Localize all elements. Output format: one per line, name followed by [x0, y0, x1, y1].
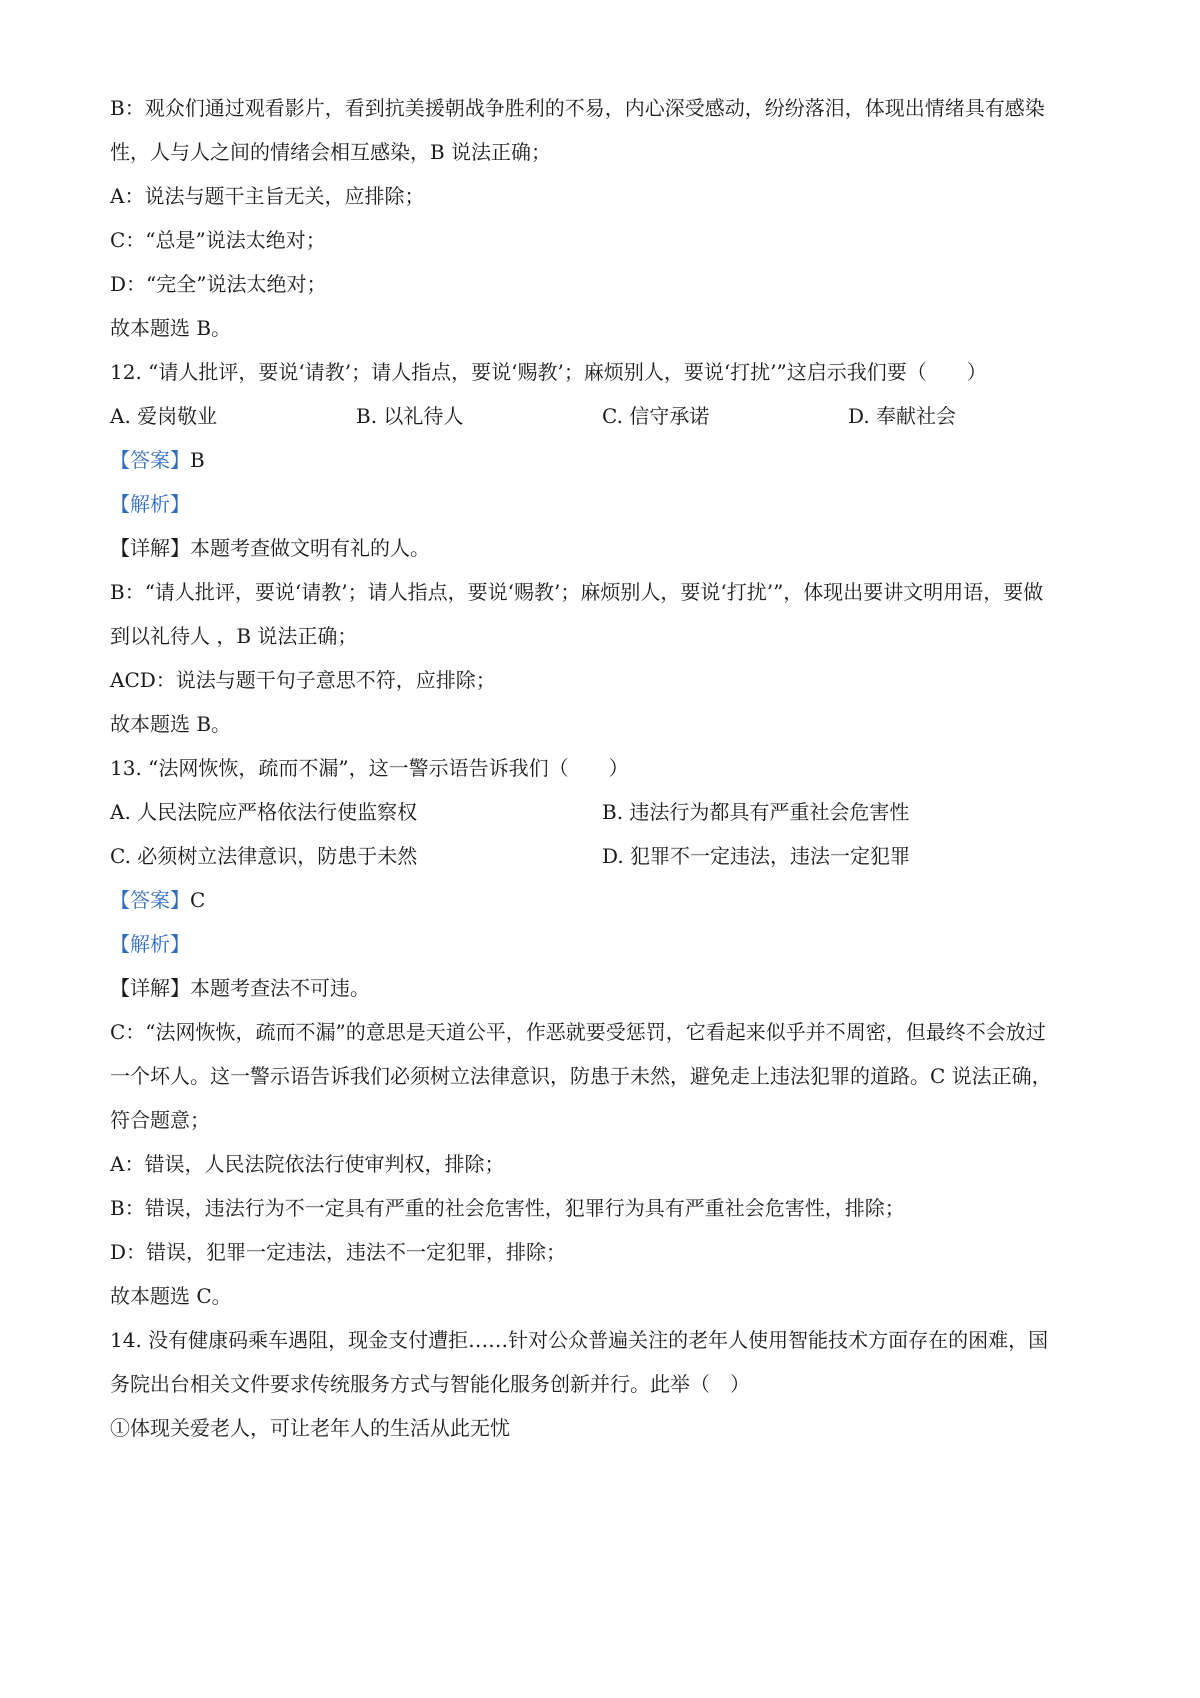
answer-value: C: [190, 888, 206, 912]
q11-analysis-b-line2: 性，人与人之间的情绪会相互感染，B 说法正确；: [110, 140, 552, 164]
q13-stem: 13. “法网恢恢，疏而不漏”，这一警示语告诉我们（ ）: [110, 756, 629, 780]
q12-analysis-b-line2: 到以礼待人 ，B 说法正确；: [110, 624, 358, 648]
q11-conclusion: 故本题选 B。: [110, 316, 232, 340]
q12-option-a: A. 爱岗敬业: [110, 404, 218, 428]
answer-value: B: [190, 448, 205, 472]
q13-option-d: D. 犯罪不一定违法，违法一定犯罪: [602, 844, 911, 868]
q13-analysis-c-line2: 一个坏人。这一警示语告诉我们必须树立法律意识，防患于未然，避免走上违法犯罪的道路。C 说法正确，: [110, 1064, 1052, 1088]
answer-tag: 【答案】: [110, 888, 190, 912]
q11-analysis-c: C：“总是”说法太绝对；: [110, 228, 326, 252]
q13-analysis-tag: 【解析】: [110, 932, 190, 956]
q13-analysis-c-line1: C：“法网恢恢，疏而不漏”的意思是天道公平，作恶就要受惩罚，它看起来似乎并不周密，但最终不会放过: [110, 1020, 1046, 1044]
q12-option-d: D. 奉献社会: [848, 404, 957, 428]
q12-analysis-tag: 【解析】: [110, 492, 190, 516]
q13-analysis-c-line3: 符合题意；: [110, 1108, 210, 1132]
q12-option-b: B. 以礼待人: [356, 404, 464, 428]
q12-detail: 【详解】本题考查做文明有礼的人。: [110, 536, 430, 560]
q12-answer: [110, 446, 205, 474]
q12-stem: 12. “请人批评，要说‘请教’；请人指点，要说‘赐教’；麻烦别人，要说‘打扰’”这启示我们要（ ）: [110, 360, 987, 384]
q13-answer: [110, 886, 205, 914]
q11-analysis-a: A：说法与题干主旨无关，应排除；: [110, 184, 425, 208]
q13-detail: 【详解】本题考查法不可违。: [110, 976, 370, 1000]
q12-analysis-b-line1: B：“请人批评，要说‘请教’；请人指点，要说‘赐教’；麻烦别人，要说‘打扰’”，体现出要讲文明用语，要做: [110, 580, 1044, 604]
q14-stem-line2: 务院出台相关文件要求传统服务方式与智能化服务创新并行。此举（ ）: [110, 1372, 750, 1396]
q13-analysis-d: D：错误，犯罪一定违法，违法不一定犯罪，排除；: [110, 1240, 567, 1264]
q12-analysis-acd: ACD：说法与题干句子意思不符，应排除；: [110, 668, 496, 692]
answer-tag: 【答案】: [110, 448, 190, 472]
q13-analysis-a: A：错误，人民法院依法行使审判权，排除；: [110, 1152, 505, 1176]
q11-analysis-d: D：“完全”说法太绝对；: [110, 272, 327, 296]
q13-option-a: A. 人民法院应严格依法行使监察权: [110, 800, 418, 824]
q13-conclusion: 故本题选 C。: [110, 1284, 232, 1308]
q12-option-c: C. 信守承诺: [602, 404, 710, 428]
q14-stem-line1: 14. 没有健康码乘车遇阻，现金支付遭拒……针对公众普遍关注的老年人使用智能技术方面存在的困难，国: [110, 1328, 1049, 1352]
q13-option-b: B. 违法行为都具有严重社会危害性: [602, 800, 910, 824]
q11-analysis-b-line1: B：观众们通过观看影片，看到抗美援朝战争胜利的不易，内心深受感动，纷纷落泪，体现出情绪具有感染: [110, 96, 1045, 120]
q12-conclusion: 故本题选 B。: [110, 712, 232, 736]
q13-option-c: C. 必须树立法律意识，防患于未然: [110, 844, 418, 868]
q13-analysis-b: B：错误，违法行为不一定具有严重的社会危害性，犯罪行为具有严重社会危害性，排除；: [110, 1196, 905, 1220]
q14-item-1: ①体现关爱老人，可让老年人的生活从此无忧: [110, 1416, 510, 1440]
